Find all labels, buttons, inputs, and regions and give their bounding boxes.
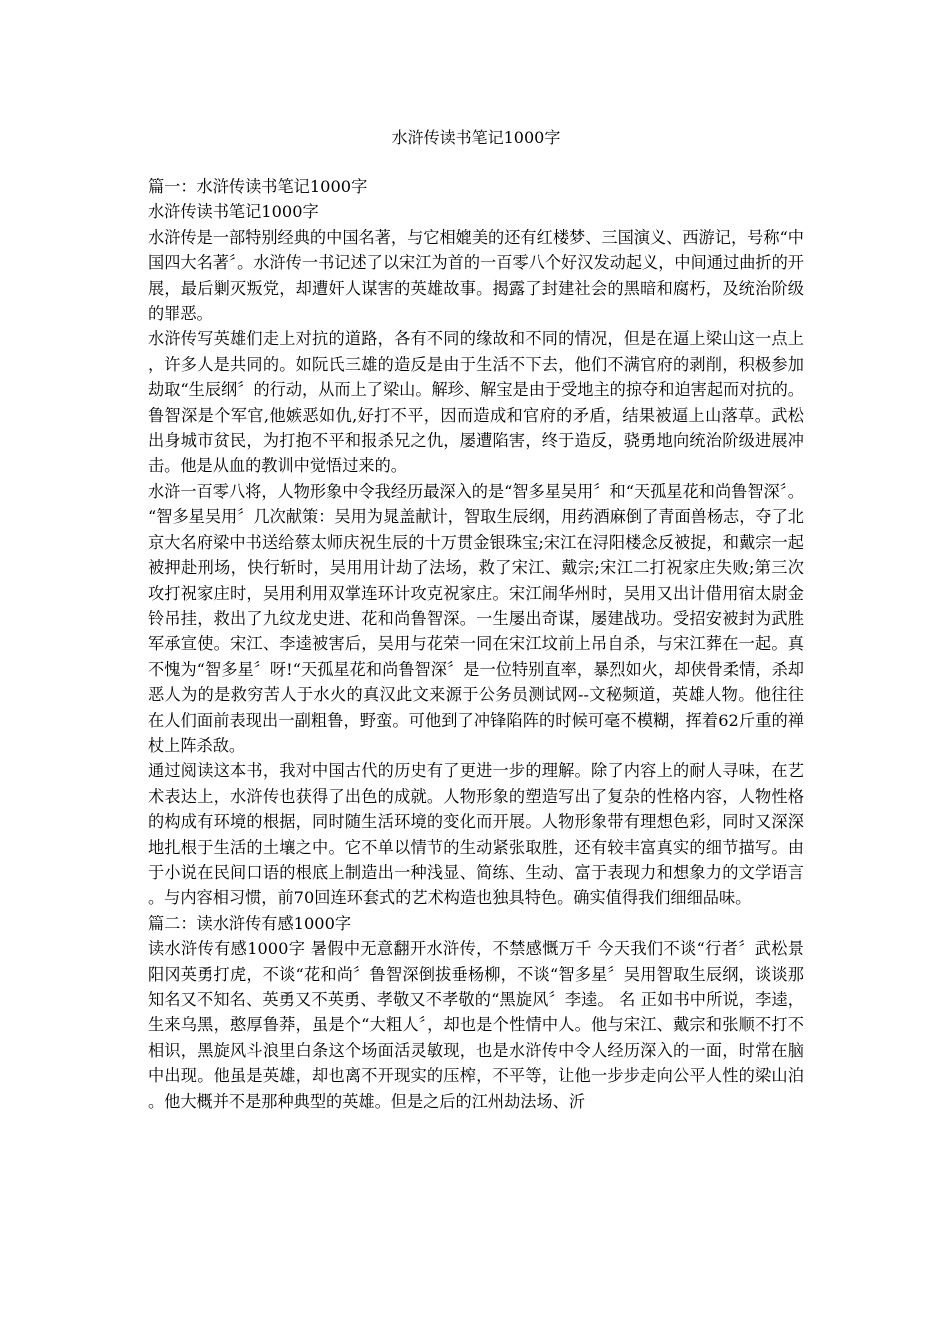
paragraph-2: 水浒传写英雄们走上对抗的道路，各有不同的缘故和不同的情况，但是在逼上梁山这一点上，许多人是共同的。如阮氏三雄的造反是由于生活不下去，他们不满官府的剥削，积极参加劫取“生辰纲〞的行动，从而上了梁山。解珍、解宝是由于受地主的掠夺和迫害起而对抗的。鲁智深是个军官,他嫉恶如仇,好打不平，因而造成和官府的矛盾，结果被逼上山落草。武松出身城市贫民，为打抱不平和报杀兄之仇，屡遭陷害，终于造反，骁勇地向统治阶级进展冲击。他是从血的教训中觉悟过来的。 (148, 329, 804, 476)
section-heading-2: 篇二：读水浒传有感1000字 (148, 913, 352, 933)
paragraph-1: 水浒传是一部特别经典的中国名著，与它相媲美的还有红楼梦、三国演义、西游记，号称“中国四大名著〞。水浒传一书记述了以宋江为首的一百零八个好汉发动起义，中间通过曲折的开展，最后剿灭叛党，却遭奸人谋害的英雄故事。揭露了封建社会的黑暗和腐朽，及统治阶级的罪恶。 (148, 227, 804, 324)
paragraph-3: 水浒一百零八将，人物形象中令我经历最深入的是“智多星吴用〞和“天孤星花和尚鲁智深〞。“智多星吴用〞几次献策：吴用为晁盖献计，智取生辰纲，用药酒麻倒了青面兽杨志，夺了北京大名府梁中书送给蔡太师庆祝生辰的十万贯金银珠宝;宋江在浔阳楼念反被捉，和戴宗一起被押赴刑场，快行斩时，吴用用计劫了法场，救了宋江、戴宗;宋江二打祝家庄失败;第三次攻打祝家庄时，吴用利用双掌连环计攻克祝家庄。宋江闹华州时，吴用又出计借用宿太尉金铃吊挂，救出了九纹龙史进、花和尚鲁智深。一生屡出奇谋，屡建战功。受招安被封为武胜军承宣使。宋江、李逵被害后，吴用与花荣一同在宋江坟前上吊自杀，与宋江葬在一起。真不愧为“智多星〞呀!“天孤星花和尚鲁智深〞是一位特别直率，暴烈如火，却侠骨柔情，杀却恶人为的是救穷苦人于水火的真汉此文来源于公务员测试网--文秘频道，英雄人物。他往往在人们面前表现出一副粗鲁，野蛮。可他到了冲锋陷阵的时候可毫不模糊，挥着62斤重的禅杖上阵杀敌。 (148, 481, 804, 755)
section-heading-1: 篇一：水浒传读书笔记1000字 (148, 177, 368, 196)
document-title: 水浒传读书笔记1000字 (391, 128, 561, 147)
section-subtitle-1: 水浒传读书笔记1000字 (148, 202, 319, 222)
paragraph-5: 读水浒传有感1000字 暑假中无意翻开水浒传，不禁感慨万千 今天我们不谈“行者〞武松景阳冈英勇打虎，不谈“花和尚〞鲁智深倒拔垂杨柳，不谈“智多星〞吴用智取生辰纲，谈谈那知名又不知名、英勇又不英勇、孝敬又不孝敬的“黑旋风〞李逵。 名 正如书中所说，李逵，生来乌黑，憨厚鲁莽，虽是个“大粗人〞，却也是个性情中人。他与宋江、戴宗和张顺不打不相识，黑旋风斗浪里白条这个场面活灵敏现，也是水浒传中令人经历深入的一面，时常在脑中出现。他虽是英雄，却也离不开现实的压榨，不平等，让他一步步走向公平人性的梁山泊。他大概并不是那种典型的英雄。但是之后的江州劫法场、沂 (148, 939, 804, 1111)
document-body (148, 174, 804, 1114)
paragraph-4: 通过阅读这本书，我对中国古代的历史有了更进一步的理解。除了内容上的耐人寻味，在艺术表达上，水浒传也获得了出色的成就。人物形象的塑造写出了复杂的性格内容，人物性格的构成有环境的根据，同时随生活环境的变化而开展。人物形象带有理想色彩，同时又深深地扎根于生活的土壤之中。它不单以情节的生动紧张取胜，还有较丰富真实的细节描写。由于小说在民间口语的根底上制造出一种浅显、简练、生动、富于表现力和想象力的文学语言。与内容相习惯，前70回连环套式的艺术构造也独具特色。确实值得我们细细品味。 (148, 761, 804, 908)
